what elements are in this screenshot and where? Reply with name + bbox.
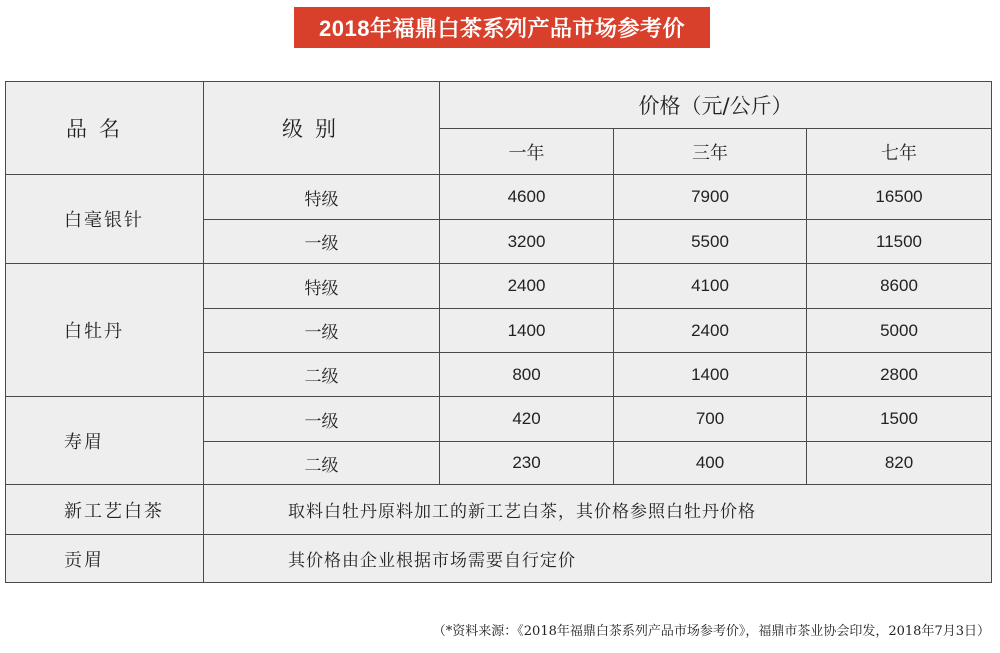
tea-name-cell: 白牡丹 xyxy=(6,264,204,397)
year-header-1: 一年 xyxy=(440,129,614,175)
price-cell: 2400 xyxy=(614,309,807,353)
note-row xyxy=(6,485,992,535)
price-cell: 230 xyxy=(440,442,614,485)
price-cell: 1400 xyxy=(440,309,614,353)
column-header-price: 价格（元/公斤） xyxy=(440,82,992,129)
grade-cell: 二级 xyxy=(204,442,440,485)
year-header-7: 七年 xyxy=(807,129,992,175)
note-row xyxy=(6,535,992,583)
table-row xyxy=(6,264,992,309)
tea-name-cell: 新工艺白茶 xyxy=(6,485,204,535)
price-cell: 4100 xyxy=(614,264,807,309)
source-footnote: （*资料来源：《2018年福鼎白茶系列产品市场参考价》，福鼎市茶业协会印发，2018年7月3日） xyxy=(432,624,990,639)
grade-cell: 二级 xyxy=(204,353,440,397)
price-cell: 5000 xyxy=(807,309,992,353)
tea-name-cell: 贡眉 xyxy=(6,535,204,583)
price-cell: 800 xyxy=(440,353,614,397)
price-cell: 7900 xyxy=(614,175,807,220)
table-row xyxy=(6,397,992,442)
grade-cell: 一级 xyxy=(204,397,440,442)
year-header-3: 三年 xyxy=(614,129,807,175)
grade-cell: 特级 xyxy=(204,264,440,309)
price-cell: 8600 xyxy=(807,264,992,309)
price-cell: 400 xyxy=(614,442,807,485)
price-cell: 11500 xyxy=(807,220,992,264)
price-cell: 700 xyxy=(614,397,807,442)
tea-name-cell: 白毫银针 xyxy=(6,175,204,264)
tea-name-cell: 寿眉 xyxy=(6,397,204,485)
price-cell: 4600 xyxy=(440,175,614,220)
header-row xyxy=(6,82,992,129)
price-table xyxy=(5,81,992,583)
page-title: 2018年福鼎白茶系列产品市场参考价 xyxy=(294,7,710,48)
price-cell: 820 xyxy=(807,442,992,485)
price-cell: 16500 xyxy=(807,175,992,220)
column-header-name: 品名 xyxy=(6,82,204,175)
note-text: 取料白牡丹原料加工的新工艺白茶，其价格参照白牡丹价格 xyxy=(204,485,992,535)
grade-cell: 一级 xyxy=(204,309,440,353)
note-text: 其价格由企业根据市场需要自行定价 xyxy=(204,535,992,583)
grade-cell: 特级 xyxy=(204,175,440,220)
column-header-grade: 级别 xyxy=(204,82,440,175)
price-cell: 2800 xyxy=(807,353,992,397)
price-cell: 1500 xyxy=(807,397,992,442)
price-cell: 5500 xyxy=(614,220,807,264)
price-cell: 3200 xyxy=(440,220,614,264)
grade-cell: 一级 xyxy=(204,220,440,264)
price-cell: 420 xyxy=(440,397,614,442)
price-cell: 1400 xyxy=(614,353,807,397)
table-row xyxy=(6,175,992,220)
price-cell: 2400 xyxy=(440,264,614,309)
